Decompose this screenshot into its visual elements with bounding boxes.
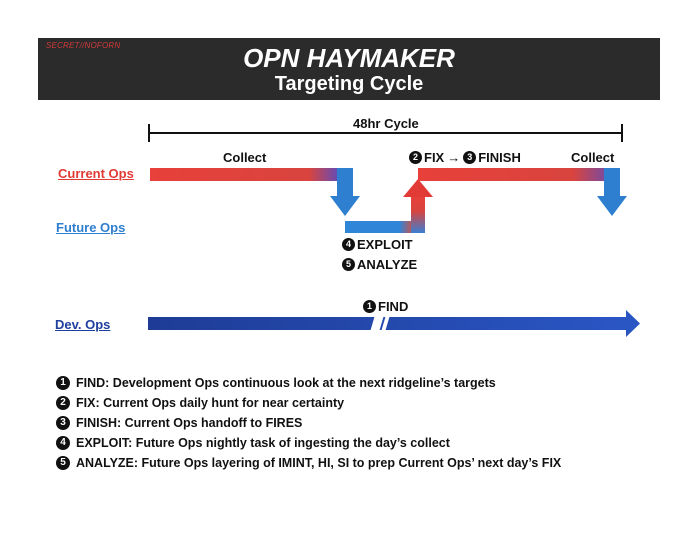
phase-analyze-label: ANALYZE bbox=[357, 257, 418, 272]
step-legend bbox=[56, 373, 676, 473]
step-number-badge: 1 bbox=[363, 300, 376, 313]
arrow-glyph: → bbox=[447, 150, 461, 165]
phase-exploit-label: EXPLOIT bbox=[357, 237, 413, 252]
phase-exploit bbox=[342, 237, 413, 252]
phase-collect-2: Collect bbox=[571, 150, 615, 165]
phase-analyze bbox=[342, 257, 417, 272]
step-number-badge: 3 bbox=[56, 416, 70, 430]
legend-text: EXPLOIT: Future Ops nightly task of ingesting the day’s collect bbox=[76, 436, 450, 450]
step-number-badge: 5 bbox=[342, 258, 355, 271]
dev-ops-arrow bbox=[148, 310, 640, 337]
step-number-badge: 3 bbox=[463, 151, 476, 164]
lane-label-current-ops: Current Ops bbox=[58, 166, 134, 181]
legend-text: ANALYZE: Future Ops layering of IMINT, HI, SI to prep Current Ops’ next day’s FIX bbox=[76, 456, 562, 470]
phase-fix-finish bbox=[409, 150, 521, 165]
phase-find-label: FIND bbox=[378, 299, 409, 314]
legend-text: FIX: Current Ops daily hunt for near certainty bbox=[76, 396, 345, 410]
step-number-badge: 2 bbox=[409, 151, 422, 164]
phase-collect-1: Collect bbox=[223, 150, 267, 165]
step-number-badge: 5 bbox=[56, 456, 70, 470]
step-number-badge: 2 bbox=[56, 396, 70, 410]
phase-find bbox=[363, 299, 408, 314]
step-number-badge: 4 bbox=[56, 436, 70, 450]
page-subtitle: Targeting Cycle bbox=[274, 73, 424, 95]
step-number-badge: 4 bbox=[342, 238, 355, 251]
current-ops-bar-2 bbox=[418, 168, 612, 181]
page-title: OPN HAYMAKER bbox=[243, 43, 455, 73]
legend-text: FIND: Development Ops continuous look at the next ridgeline’s targets bbox=[76, 376, 496, 390]
legend-item-exploit bbox=[56, 433, 676, 453]
current-ops-bar-1 bbox=[150, 168, 337, 181]
legend-item-find bbox=[56, 373, 676, 393]
phase-fix-label: FIX bbox=[424, 150, 445, 165]
lane-label-future-ops: Future Ops bbox=[56, 220, 126, 235]
legend-item-fix bbox=[56, 393, 676, 413]
step-number-badge: 1 bbox=[56, 376, 70, 390]
cycle-label: 48hr Cycle bbox=[353, 116, 419, 131]
future-ops-bar bbox=[345, 221, 413, 233]
legend-text: FINISH: Current Ops handoff to FIRES bbox=[76, 416, 303, 430]
lane-label-dev-ops: Dev. Ops bbox=[55, 317, 111, 332]
phase-finish-label: FINISH bbox=[478, 150, 521, 165]
legend-item-analyze bbox=[56, 453, 676, 473]
legend-item-finish bbox=[56, 413, 676, 433]
classification-marking: SECRET//NOFORN bbox=[46, 41, 121, 50]
